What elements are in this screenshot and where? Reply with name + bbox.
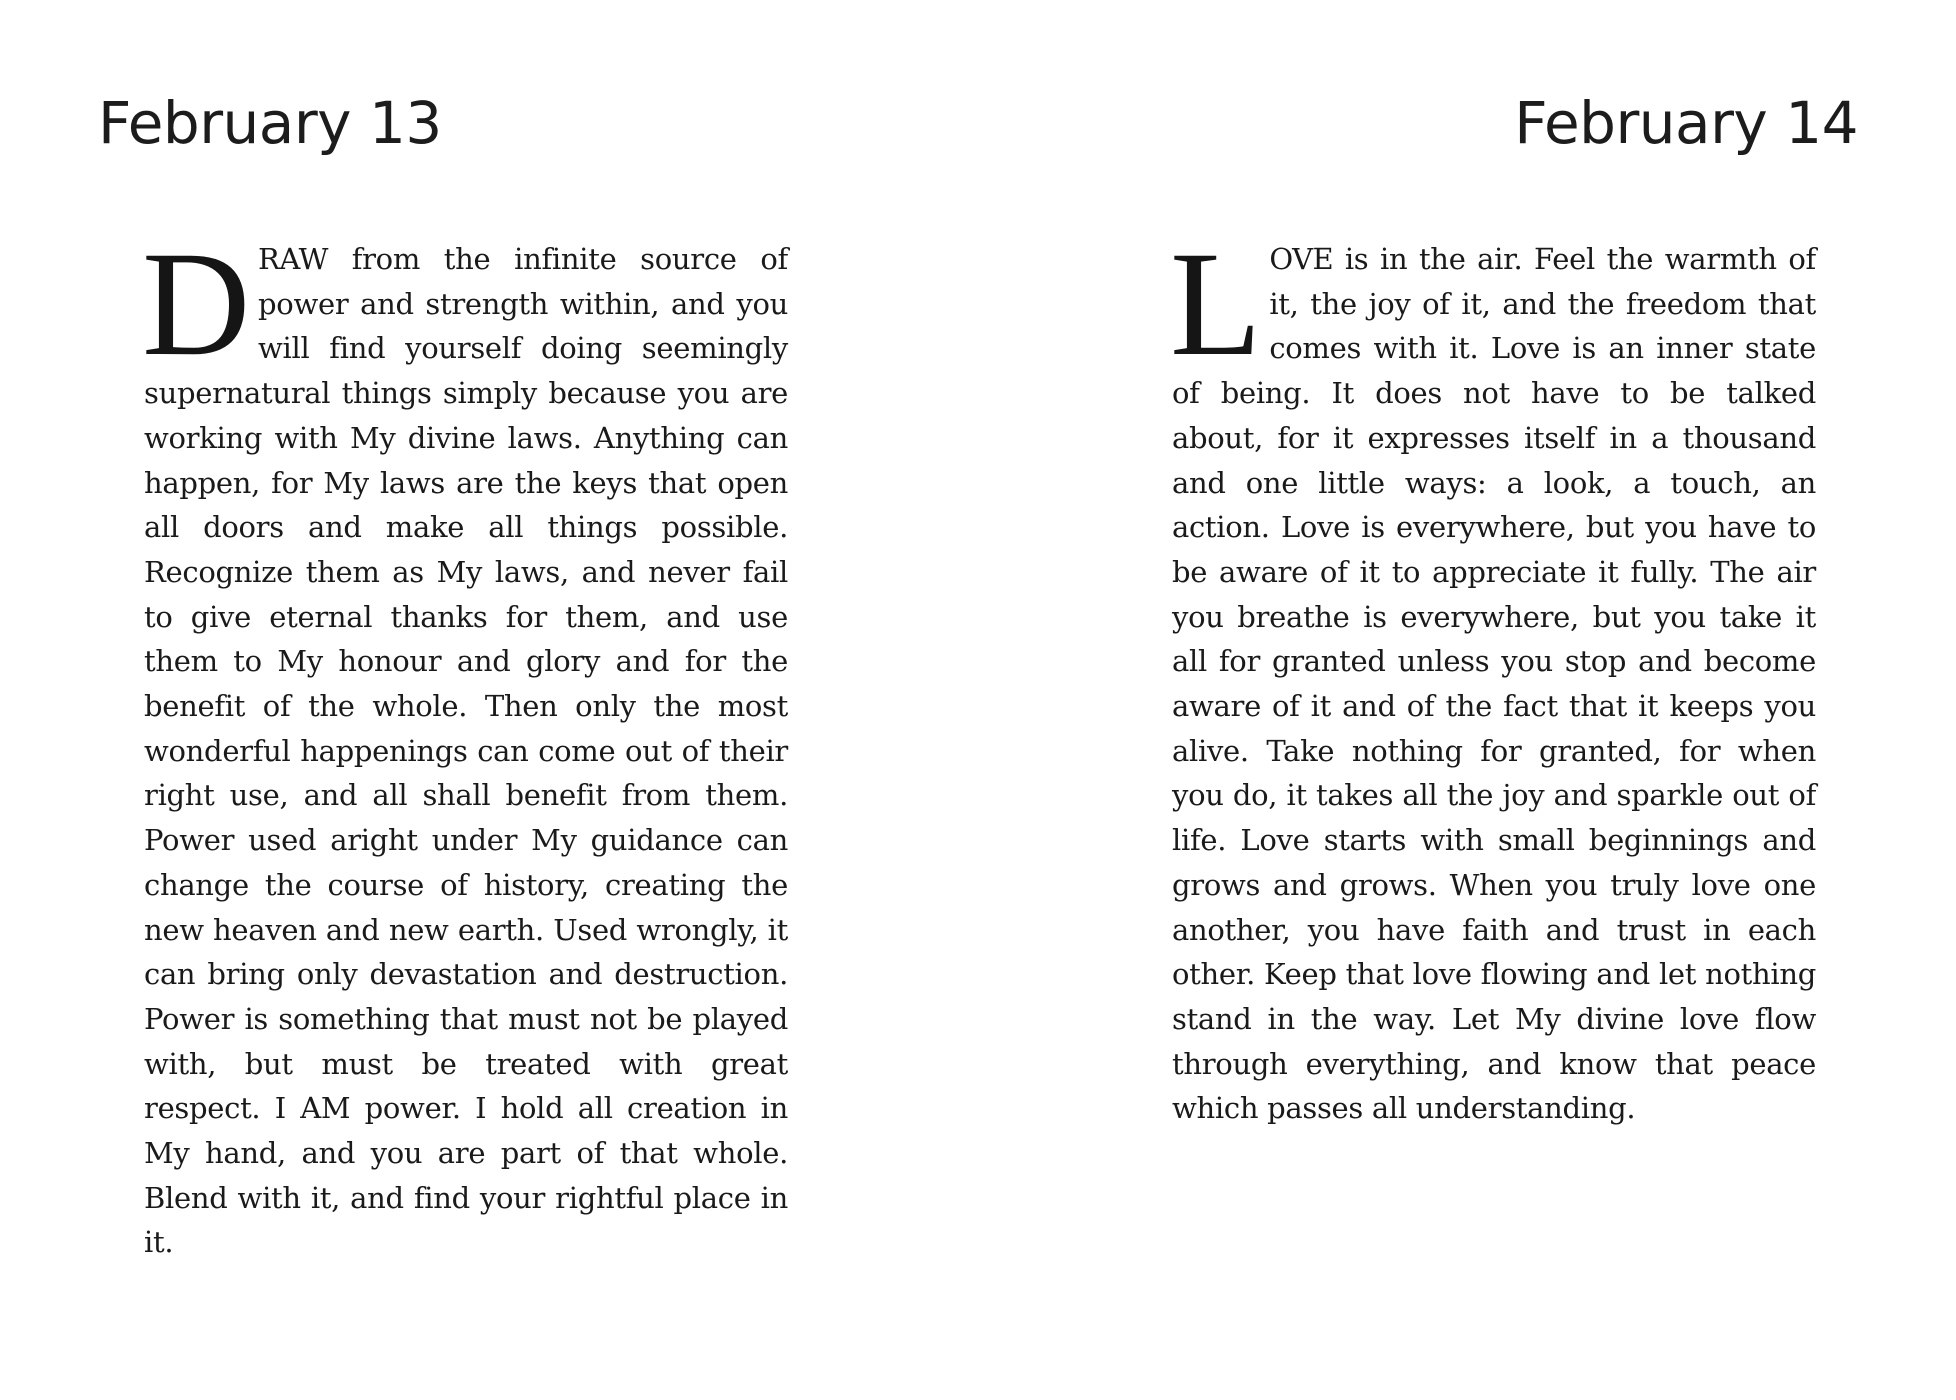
entry-lead-word: OVE — [1269, 242, 1334, 276]
entry-body: from the infinite source of power and strength within, and you will find yourself doing seemingly supernatural things simply because you are working with My divine laws. Anything can happen, for My laws are the keys that open all doors and make all things possible. Recognize them as My laws, and never fail to give eternal thanks for them, and use them to My honour and glory and for the benefit of the whole. Then only the most wonderful happenings can come out of their right use, and all shall benefit from them. Power used aright under My guidance can change the course of history, creating the new heaven and new earth. Used wrongly, it can bring only devastation and destruction. Power is something that must not be played with, but must be treated with great respect. I AM power. I hold all creation in My hand, and you are part of that whole. Blend with it, and find your rightful place in it. — [144, 242, 788, 1260]
drop-cap-letter: D — [142, 221, 251, 387]
page-date-heading: February 14 — [1514, 89, 1858, 157]
drop-cap-letter: L — [1170, 221, 1262, 387]
page-date-heading: February 13 — [98, 89, 442, 157]
devotional-entry-text — [142, 221, 788, 1265]
right-page — [978, 0, 1956, 1400]
entry-body: is in the air. Feel the warmth of it, the joy of it, and the freedom that comes with it. Love is an inner state of being. It does not have to be talked about, for it expresses itself in a thousand and one little ways: a look, a touch, an action. Love is everywhere, but you have to be aware of it to appreciate it fully. The air you breathe is everywhere, but you take it all for granted unless you stop and become aware of it and of the fact that it keeps you alive. Take nothing for granted, for when you do, it takes all the joy and sparkle out of life. Love starts with small beginnings and grows and grows. When you truly love one another, you have faith and trust in each other. Keep that love flowing and let nothing stand in the way. Let My divine love flow through everything, and know that peace which passes all understanding. — [1172, 242, 1816, 1126]
devotional-entry-text — [1170, 221, 1816, 1131]
entry-lead-word: RAW — [258, 242, 328, 276]
